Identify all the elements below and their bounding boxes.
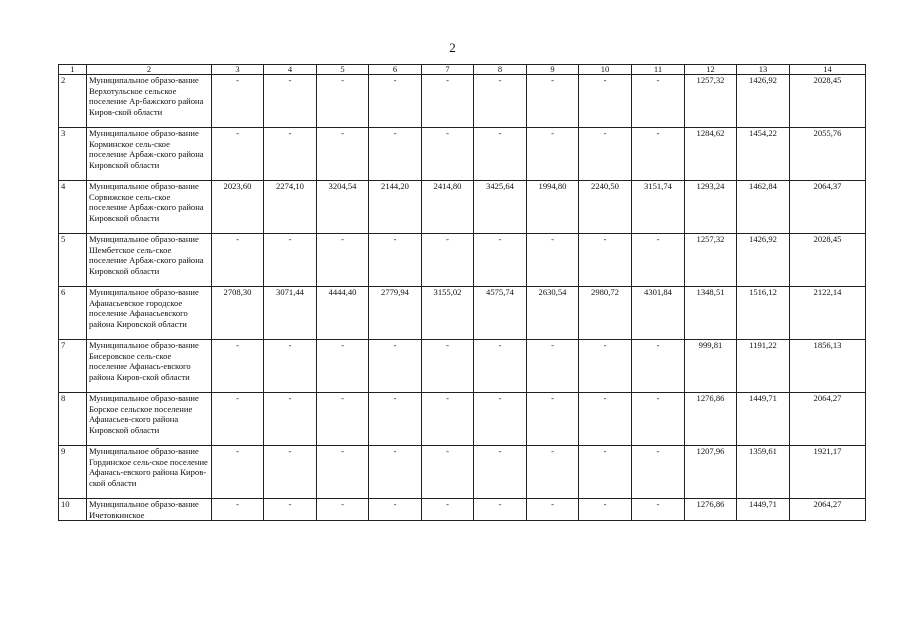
value-cell: - [422,128,474,181]
value-cell: - [579,234,632,287]
row-number: 7 [59,340,87,393]
value-cell: 1449,71 [737,393,790,446]
column-header: 13 [737,65,790,75]
column-header: 5 [317,65,369,75]
column-header: 9 [527,65,579,75]
value-cell: - [474,446,527,499]
municipality-name: Муниципальное образо-вание Борское сельское поселение Афанасьев-ского района Кировской области [87,393,212,446]
municipality-name: Муниципальное образо-вание Бисеровское сель-ское поселение Афанась-евского района Киров-ской области [87,340,212,393]
value-cell: - [369,234,422,287]
value-cell: - [422,499,474,521]
value-cell: - [212,446,264,499]
value-cell: 3071,44 [264,287,317,340]
value-cell: - [579,499,632,521]
column-header: 2 [87,65,212,75]
table-row [59,287,866,340]
value-cell: 3204,54 [317,181,369,234]
value-cell: - [317,340,369,393]
value-cell: 1257,32 [685,75,737,128]
column-header: 3 [212,65,264,75]
table-row [59,393,866,446]
value-cell: 999,81 [685,340,737,393]
value-cell: 1191,22 [737,340,790,393]
value-cell: 1257,32 [685,234,737,287]
value-cell: 1856,13 [790,340,866,393]
table-row [59,340,866,393]
value-cell: - [527,128,579,181]
value-cell: - [632,75,685,128]
column-header: 8 [474,65,527,75]
value-cell: - [579,393,632,446]
value-cell: - [632,499,685,521]
column-header: 1 [59,65,87,75]
value-cell: 1284,62 [685,128,737,181]
value-cell: - [369,340,422,393]
value-cell: - [264,128,317,181]
value-cell: - [369,128,422,181]
value-cell: - [422,234,474,287]
value-cell: 2274,10 [264,181,317,234]
value-cell: 4444,40 [317,287,369,340]
value-cell: - [527,499,579,521]
row-number: 8 [59,393,87,446]
value-cell: 2630,54 [527,287,579,340]
value-cell: - [527,393,579,446]
value-cell: - [474,75,527,128]
value-cell: - [632,393,685,446]
value-cell: 2980,72 [579,287,632,340]
value-cell: 2064,27 [790,393,866,446]
municipality-name: Муниципальное образо-вание Корминское сель-ское поселение Арбаж-ского района Кировской области [87,128,212,181]
value-cell: 4575,74 [474,287,527,340]
value-cell: - [212,340,264,393]
column-header: 7 [422,65,474,75]
column-header: 6 [369,65,422,75]
value-cell: - [264,393,317,446]
table-row [59,234,866,287]
value-cell: - [212,75,264,128]
row-number: 4 [59,181,87,234]
value-cell: - [264,75,317,128]
value-cell: - [369,75,422,128]
value-cell: - [474,128,527,181]
value-cell: 2064,27 [790,499,866,521]
value-cell: - [317,446,369,499]
tariff-table [58,64,866,521]
value-cell: 1454,22 [737,128,790,181]
value-cell: - [212,234,264,287]
row-number: 3 [59,128,87,181]
value-cell: 3425,64 [474,181,527,234]
value-cell: 4301,84 [632,287,685,340]
column-header: 4 [264,65,317,75]
value-cell: - [579,128,632,181]
value-cell: 2779,94 [369,287,422,340]
row-number: 6 [59,287,87,340]
value-cell: 3151,74 [632,181,685,234]
value-cell: 1516,12 [737,287,790,340]
value-cell: - [212,393,264,446]
row-number: 5 [59,234,87,287]
value-cell: - [317,234,369,287]
value-cell: - [632,340,685,393]
row-number: 2 [59,75,87,128]
value-cell: 1994,80 [527,181,579,234]
value-cell: 2028,45 [790,234,866,287]
municipality-name: Муниципальное образо-вание Шембетское сель-ское поселение Арбаж-ского района Кировской области [87,234,212,287]
value-cell: - [579,446,632,499]
value-cell: - [369,393,422,446]
value-cell: 1426,92 [737,75,790,128]
value-cell: - [317,75,369,128]
municipality-name: Муниципальное образо-вание Сорвижское сель-ское поселение Арбаж-ского района Кировской области [87,181,212,234]
value-cell: 1449,71 [737,499,790,521]
row-number: 10 [59,499,87,521]
table-row [59,75,866,128]
value-cell: - [527,446,579,499]
value-cell: - [474,393,527,446]
value-cell: - [422,446,474,499]
value-cell: - [579,340,632,393]
municipality-name: Муниципальное образо-вание Гординское сель-ское поселение Афанась-евского района Киров-ской области [87,446,212,499]
header-row [59,65,866,75]
value-cell: 2144,20 [369,181,422,234]
value-cell: - [527,75,579,128]
value-cell: - [212,128,264,181]
value-cell: 2028,45 [790,75,866,128]
value-cell: 1276,86 [685,499,737,521]
value-cell: - [422,75,474,128]
value-cell: - [264,446,317,499]
value-cell: - [579,75,632,128]
value-cell: 1348,51 [685,287,737,340]
municipality-name: Муниципальное образо-вание Верхотульское сельское поселение Ар-бажского района Киров-ской области [87,75,212,128]
value-cell: 2023,60 [212,181,264,234]
value-cell: - [474,234,527,287]
value-cell: 1276,86 [685,393,737,446]
value-cell: 1426,92 [737,234,790,287]
table-row [59,128,866,181]
value-cell: - [422,393,474,446]
column-header: 11 [632,65,685,75]
value-cell: 2708,30 [212,287,264,340]
value-cell: - [264,499,317,521]
table-row [59,446,866,499]
row-number: 9 [59,446,87,499]
municipality-name: Муниципальное образо-вание Ичетовкинское [87,499,212,521]
value-cell: 2414,80 [422,181,474,234]
value-cell: - [369,499,422,521]
page-number: 2 [449,40,456,55]
value-cell: 1921,17 [790,446,866,499]
column-header: 10 [579,65,632,75]
value-cell: - [317,499,369,521]
value-cell: 1462,84 [737,181,790,234]
value-cell: - [527,234,579,287]
value-cell: 1359,61 [737,446,790,499]
table-row [59,499,866,521]
value-cell: 1293,24 [685,181,737,234]
value-cell: 2240,50 [579,181,632,234]
value-cell: - [474,340,527,393]
value-cell: - [317,128,369,181]
value-cell: - [422,340,474,393]
value-cell: - [264,234,317,287]
value-cell: 3155,02 [422,287,474,340]
table-row [59,181,866,234]
value-cell: - [317,393,369,446]
value-cell: 1207,96 [685,446,737,499]
value-cell: - [632,128,685,181]
value-cell: - [632,234,685,287]
value-cell: - [369,446,422,499]
value-cell: - [474,499,527,521]
value-cell: - [212,499,264,521]
column-header: 12 [685,65,737,75]
value-cell: 2064,37 [790,181,866,234]
value-cell: - [264,340,317,393]
value-cell: 2122,14 [790,287,866,340]
value-cell: - [632,446,685,499]
column-header: 14 [790,65,866,75]
value-cell: - [527,340,579,393]
value-cell: 2055,76 [790,128,866,181]
municipality-name: Муниципальное образо-вание Афанасьевское городское поселение Афанасьевского района Кировской области [87,287,212,340]
